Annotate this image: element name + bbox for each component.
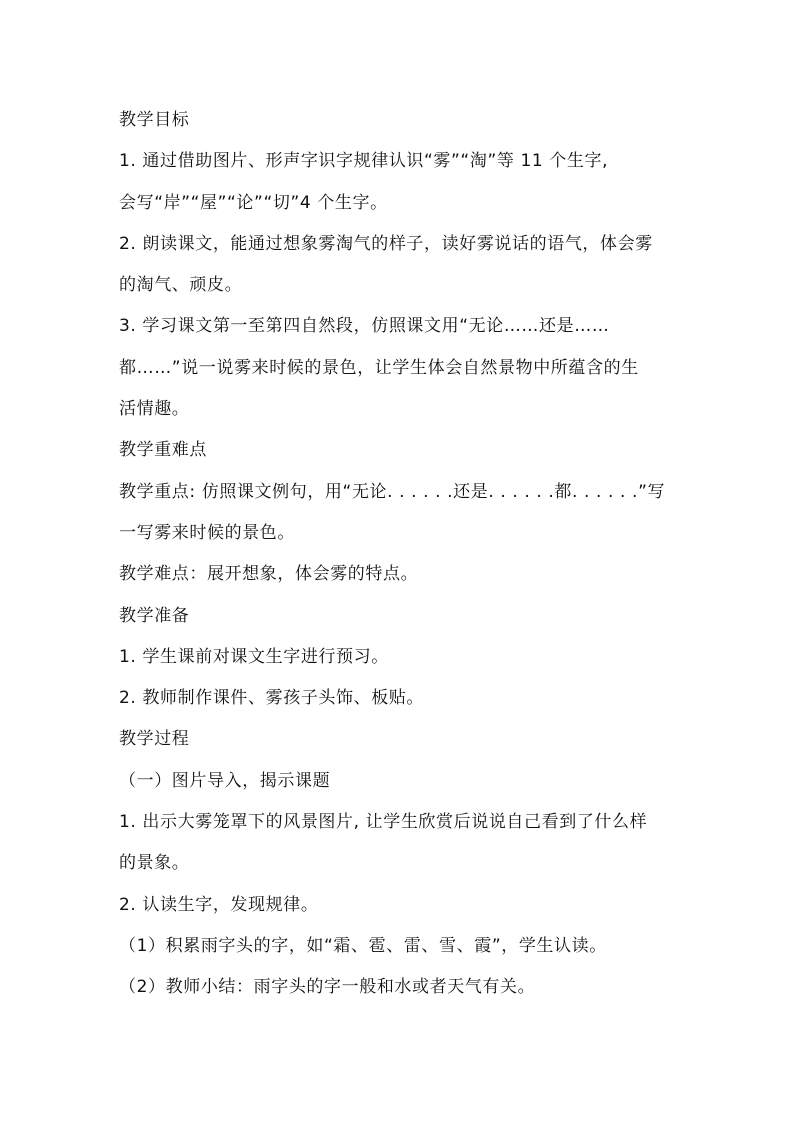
- process-substep-2: （2）教师小结：雨字头的字一般和水或者天气有关。: [119, 977, 536, 998]
- objective-1-line-2: 会写“岸”“屋”“论”“切”4 个生字。: [119, 192, 388, 213]
- objective-3-line-1: 3. 学习课文第一至第四自然段，仿照课文用“无论……还是……: [119, 316, 610, 337]
- process-step-1-line-2: 的景象。: [119, 853, 190, 874]
- section-heading-key-points: 教学重难点: [119, 440, 207, 461]
- process-substep-1: （1）积累雨字头的字，如“霜、雹、雷、雪、霞”，学生认读。: [119, 935, 607, 956]
- section-heading-objectives: 教学目标: [119, 110, 190, 130]
- section-heading-preparation: 教学准备: [119, 605, 190, 626]
- process-step-1-line-1: 1. 出示大雾笼罩下的风景图片, 让学生欣赏后说说自己看到了什么样: [119, 812, 648, 833]
- objective-2-line-1: 2. 朗读课文，能通过想象雾淘气的样子，读好雾说话的语气，体会雾: [119, 233, 653, 254]
- document-body: [119, 100, 689, 1009]
- section-heading-process: 教学过程: [119, 729, 190, 750]
- key-point-line-1: 教学重点: 仿照课文例句，用“无论. . . . . .还是. . . . . .都. . . . . .”写: [119, 481, 666, 502]
- process-subheading-1: （一）图片导入，揭示课题: [119, 770, 331, 791]
- preparation-item-2: 2. 教师制作课件、雾孩子头饰、板贴。: [119, 688, 425, 709]
- objective-3-line-2: 都……”说一说雾来时候的景色，让学生体会自然景物中所蕴含的生: [119, 357, 639, 378]
- difficult-point-line: 教学难点：展开想象，体会雾的特点。: [119, 564, 419, 585]
- preparation-item-1: 1. 学生课前对课文生字进行预习。: [119, 646, 389, 667]
- process-step-2: 2. 认读生字，发现规律。: [119, 894, 319, 915]
- objective-2-line-2: 的淘气、顽皮。: [119, 275, 243, 296]
- objective-1-line-1: 1. 通过借助图片、形声字识字规律认识“雾”“淘”等 11 个生字,: [119, 151, 609, 172]
- objective-3-line-3: 活情趣。: [119, 399, 190, 420]
- key-point-line-2: 一写雾来时候的景色。: [119, 522, 295, 543]
